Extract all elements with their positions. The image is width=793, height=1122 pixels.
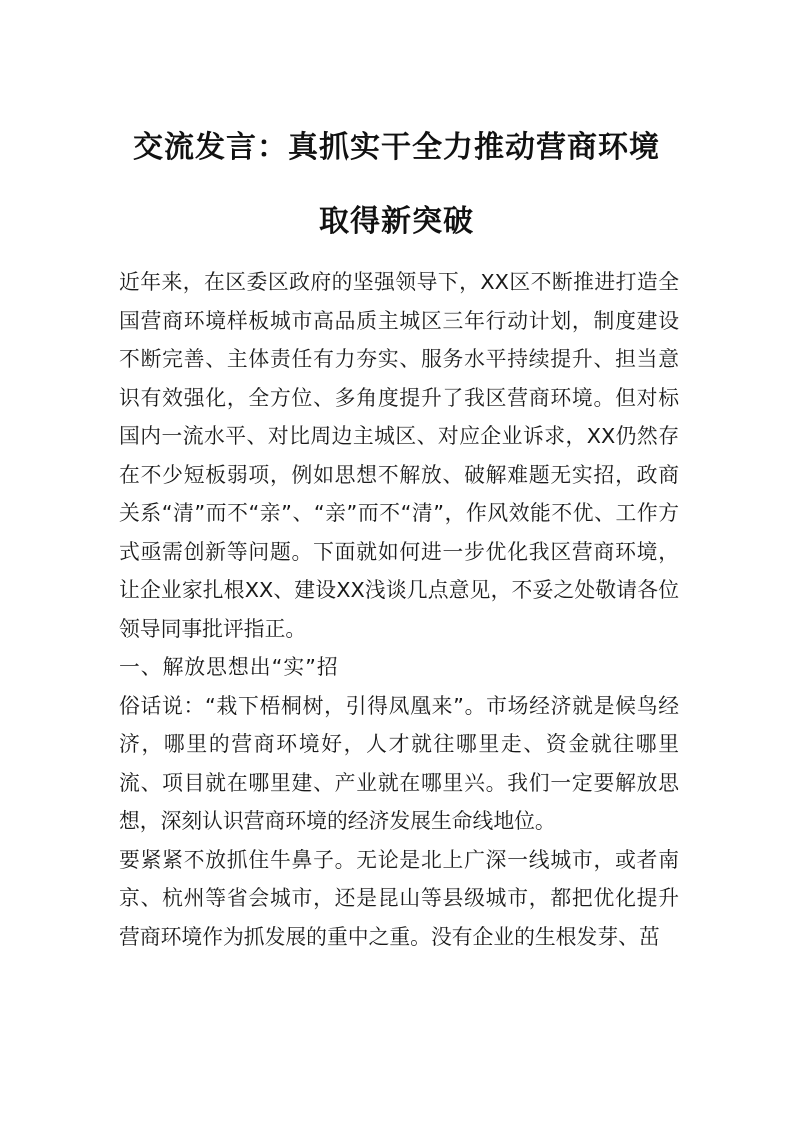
intro-paragraph: 近年来，在区委区政府的坚强领导下，XX区不断推进打造全国营商环境样板城市高品质主城区三年行动计划，制度建设不断完善、主体责任有力夯实、服务水平持续提升、担当意识有效强化，全方位、多角度提升了我区营商环境。但对标国内一流水平、对比周边主城区、对应企业诉求，XX仍然存在不少短板弱项，例如思想不解放、破解难题无实招，政商关系“清”而不“亲”、“亲”而不“清”，作风效能不优、工作方式亟需创新等问题。下面就如何进一步优化我区营商环境，让企业家扎根XX、建设XX浅谈几点意见，不妥之处敬请各位领导同事批评指正。: [119, 270, 679, 641]
section-1-paragraph-1: 俗话说：“栽下梧桐树，引得凤凰来”。市场经济就是候鸟经济，哪里的营商环境好，人才就往哪里走、资金就往哪里流、项目就在哪里建、产业就在哪里兴。我们一定要解放思想，深刻认识营商环境的经济发展生命线地位。: [119, 693, 679, 833]
document-title-line-1: 交流发言：真抓实干全力推动营商环境: [133, 130, 660, 165]
section-heading-1: 一、解放思想出“实”招: [119, 655, 339, 679]
document-title-line-2: 取得新突破: [319, 204, 474, 239]
section-1-paragraph-2: 要紧紧不放抓住牛鼻子。无论是北上广深一线城市，或者南京、杭州等省会城市，还是昆山等县级城市，都把优化提升营商环境作为抓发展的重中之重。没有企业的生根发芽、茁: [119, 847, 679, 949]
document-body: [119, 263, 679, 956]
